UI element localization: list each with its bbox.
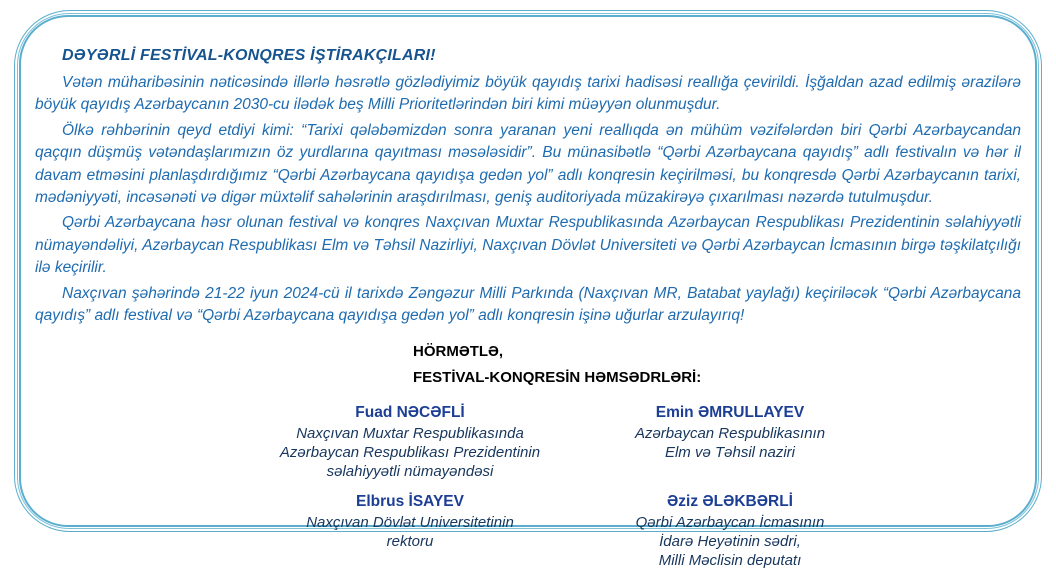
cochairs-heading: FESTİVAL-KONQRESİN HƏMSƏDRLƏRİ:	[413, 369, 702, 387]
closing-block	[413, 339, 1021, 391]
paragraph-venue-dates: Naxçıvan şəhərində 21-22 iyun 2024-cü il tarixdə Zəngəzur Milli Parkında (Naxçıvan MR, Batabat yaylağı) keçiriləcək “Qərbi Azərbaycana qayıdış” adlı festival və “Qərbi Azərbaycana qayıdışa gedən yol” adlı konqresin işinə uğurlar arzulayırıq!	[35, 284, 1021, 325]
document-content	[19, 15, 1037, 570]
signatory-name: Fuad NƏCƏFLİ	[355, 404, 465, 422]
signatory-role-line: səlahiyyətli nümayəndəsi	[326, 463, 494, 481]
signatory-elbrus-isayev	[250, 491, 570, 570]
document-title: DƏYƏRLİ FESTİVAL-KONQRES İŞTİRAKÇILARI!	[62, 47, 436, 64]
closing-salutation: HÖRMƏTLƏ,	[413, 343, 504, 361]
decorative-border-frame	[14, 10, 1042, 570]
signatory-role-line: Elm və Təhsil naziri	[664, 444, 796, 462]
signatories-grid	[250, 402, 1021, 570]
signatory-name: Elbrus İSAYEV	[356, 493, 464, 511]
signatory-emin-amrullayev	[570, 402, 890, 481]
signatory-role-line: İdarə Heyətinin sədri,	[659, 533, 801, 551]
signatory-role-line: Azərbaycan Respublikasının	[634, 425, 826, 443]
signatory-role-line: Azərbaycan Respublikası Prezidentinin	[279, 444, 541, 462]
signatory-role-line: rektoru	[386, 533, 434, 551]
signatory-aziz-alakbarli	[570, 491, 890, 570]
decorative-border-mid	[17, 13, 1039, 570]
paragraph-festival-congress-purpose: Ölkə rəhbərinin qeyd etdiyi kimi: “Tarixi qələbəmizdən sonra yaranan yeni reallıqda ən mühüm vəzifələrdən biri Qərbi Azərbaycandan qaçqın düşmüş vətəndaşlarımızın öz yurdlarına qayıtması məsələsidir”. Bu münasibətlə “Qərbi Azərbaycana qayıdış” adlı festivalın və hər il davam etməsini planlaşdırdığımız “Qərbi Azərbaycana qayıdışa gedən yol” adlı konqresin keçirilməsi, bu konqresdə Qərbi Azərbaycanın tarixi, mədəniyyəti, incəsənəti və digər müxtəlif sahələrinin araşdırılması, geniş auditoriyada müzakirəyə çıxarılması nəzərdə tutulmuşdur.	[35, 121, 1021, 207]
paragraph-great-return: Vətən müharibəsinin nəticəsində illərlə həsrətlə gözlədiyimiz böyük qayıdış tarixi hadisəsi reallığa çevirildi. İşğaldan azad edilmiş ərazilərə böyük qayıdış Azərbaycanın 2030-cu ilədək beş Milli Prioritetlərindən biri kimi müəyyən olunmuşdur.	[35, 74, 1021, 114]
signatory-role-line: Naxçıvan Dövlət Universitetinin	[306, 514, 514, 532]
paragraph-organizers: Qərbi Azərbaycana həsr olunan festival və konqres Naxçıvan Muxtar Respublikasında Azərbaycan Respublikası Prezidentinin səlahiyyətli nümayəndəliyi, Azərbaycan Respublikası Elm və Təhsil Nazirliyi, Naxçıvan Dövlət Universiteti və Qərbi Azərbaycan İcmasının birgə təşkilatçılığı ilə keçirilir.	[35, 214, 1021, 277]
signatory-role-line: Milli Məclisin deputatı	[658, 552, 802, 570]
signatory-fuad-nacafli	[250, 402, 570, 481]
signatory-role-line: Naxçıvan Muxtar Respublikasında	[296, 425, 524, 443]
signatory-name: Emin ƏMRULLAYEV	[655, 404, 805, 422]
signatory-name: Əziz ƏLƏKBƏRLİ	[667, 493, 793, 511]
signatory-role-line: Qərbi Azərbaycan İcmasının	[635, 514, 825, 532]
